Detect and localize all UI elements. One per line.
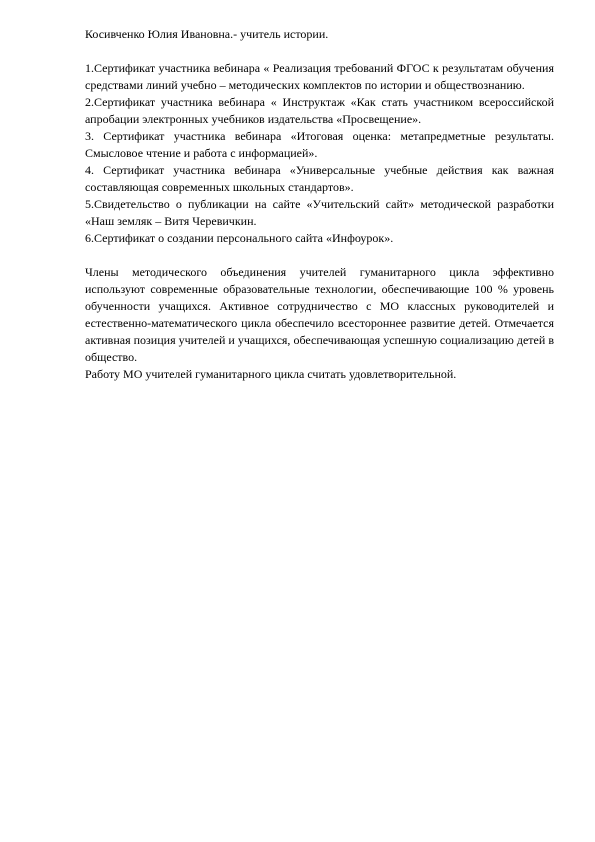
certificate-item: 5.Свидетельство о публикации на сайте «Учительский сайт» методической разработки «Наш земляк – Витя Черевичкин.: [85, 197, 554, 228]
certificate-item: 3. Сертификат участника вебинара «Итоговая оценка: метапредметные результаты. Смысловое чтение и работа с информацией».: [85, 129, 554, 160]
paragraph-spacer: [85, 247, 554, 264]
certificate-item: 6.Сертификат о создании персонального сайта «Инфоурок».: [85, 231, 394, 245]
author-line: Косивченко Юлия Ивановна.- учитель истории.: [85, 27, 329, 41]
certificate-item: 2.Сертификат участника вебинара « Инструктаж «Как стать участником всероссийской апробации электронных учебников издательства «Просвещение».: [85, 95, 554, 126]
certificate-item: 1.Сертификат участника вебинара « Реализация требований ФГОС к результатам обучения средствами линий учебно – методических комплектов по истории и обществознанию.: [85, 61, 554, 92]
conclusion-paragraph: Работу МО учителей гуманитарного цикла считать удовлетворительной.: [85, 367, 457, 381]
certificate-list: [85, 60, 554, 247]
certificate-item: 4. Сертификат участника вебинара «Универсальные учебные действия как важная составляющая современных школьных стандартов».: [85, 163, 554, 194]
summary-paragraph: Члены методического объединения учителей гуманитарного цикла эффективно используют современные образовательные технологии, обеспечивающие 100 % уровень обученности учащихся. Активное сотрудничество с МО классных руководителей и естественно-математического цикла обеспечило всестороннее развитие детей. Отмечается активная позиция учителей и учащихся, обеспечивающая успешную социализацию детей в общество.: [85, 265, 554, 364]
document-page: [85, 26, 554, 383]
